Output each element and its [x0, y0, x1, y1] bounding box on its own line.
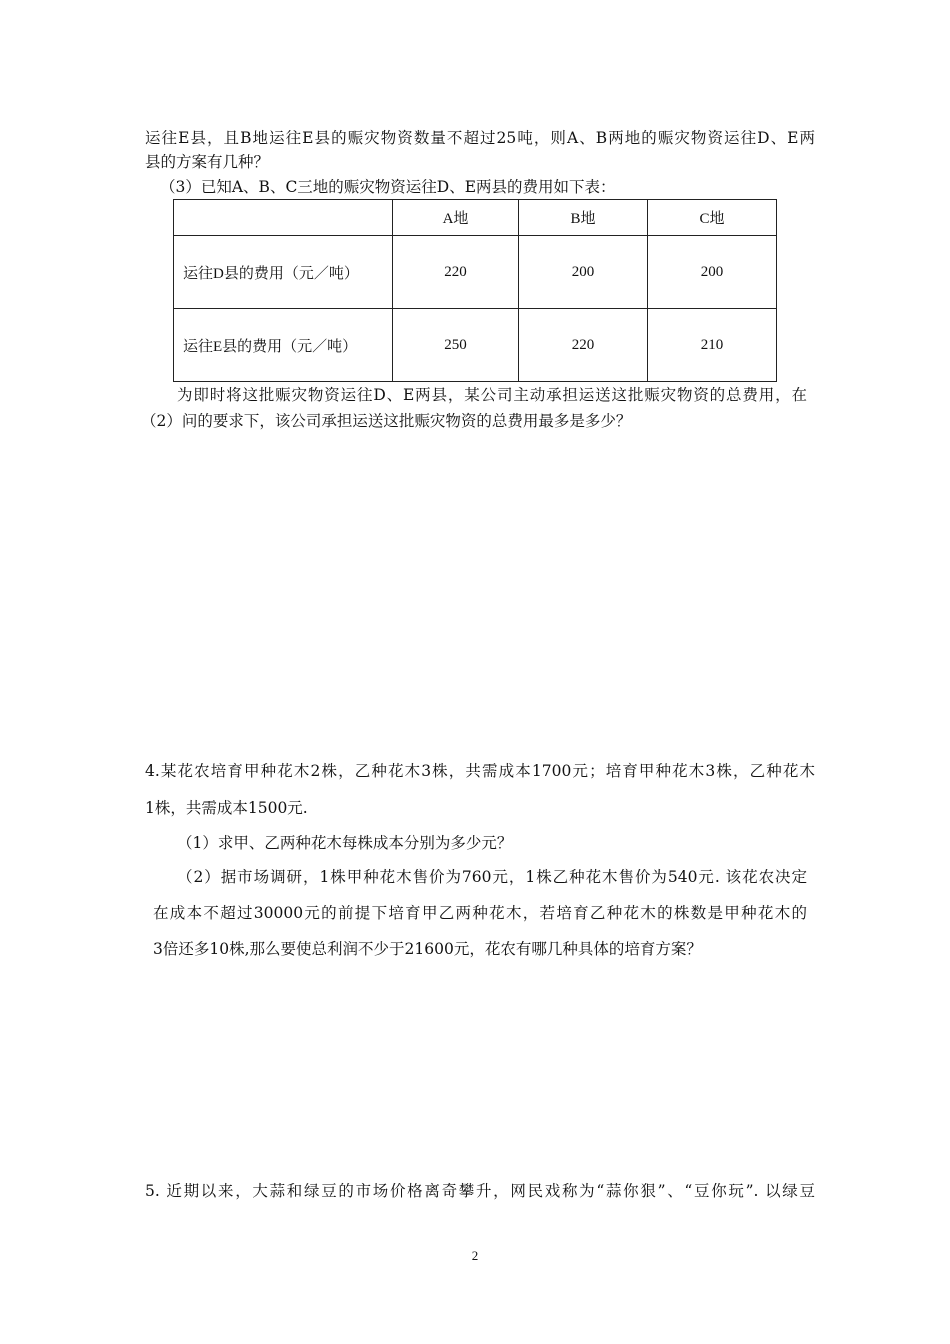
table-cell: 200 — [648, 236, 777, 309]
table-row — [174, 309, 777, 382]
q5-line-1: 5. 近期以来，大蒜和绿豆的市场价格离奇攀升，网民戏称为“蒜你狠”、“豆你玩”. 以绿豆 — [145, 1182, 815, 1200]
table-header-cell — [174, 200, 393, 236]
q3-text-line-2: 县的方案有几种？ — [145, 153, 270, 171]
table-header-row — [174, 200, 777, 236]
q4-line-2: 1株，共需成本1500元. — [145, 799, 308, 817]
cost-table — [173, 199, 777, 382]
q4-line-1: 4.某花农培育甲种花木2株，乙种花木3株，共需成本1700元；培育甲种花木3株，乙种花木 — [145, 762, 815, 780]
table-cell: 200 — [519, 236, 648, 309]
table-header-cell: A地 — [393, 200, 519, 236]
table-row — [174, 236, 777, 309]
table-cell: 210 — [648, 309, 777, 382]
q4-part2-line-1: （2）据市场调研，1株甲种花木售价为760元，1株乙种花木售价为540元. 该花农决定 — [177, 868, 807, 886]
table-row-label: 运往E县的费用（元／吨） — [174, 309, 393, 382]
table-header-cell: B地 — [519, 200, 648, 236]
q3-after-line-2: （2）问的要求下，该公司承担运送这批赈灾物资的总费用最多是多少？ — [141, 412, 632, 430]
page-number: 2 — [471, 1248, 479, 1263]
q3-part3-intro: （3）已知A、B、C三地的赈灾物资运往D、E两县的费用如下表： — [160, 178, 616, 196]
table-header-cell: C地 — [648, 200, 777, 236]
table-row-label: 运往D县的费用（元／吨） — [174, 236, 393, 309]
q3-text-line-1: 运往E县，且B地运往E县的赈灾物资数量不超过25吨，则A、B两地的赈灾物资运往D、E两 — [145, 129, 815, 147]
q4-part2-line-3: 3倍还多10株,那么要使总利润不少于21600元，花农有哪几种具体的培育方案？ — [153, 940, 702, 958]
table-cell: 220 — [519, 309, 648, 382]
table-cell: 250 — [393, 309, 519, 382]
q3-after-line-1: 为即时将这批赈灾物资运往D、E两县，某公司主动承担运送这批赈灾物资的总费用，在 — [177, 386, 807, 404]
q4-part2-line-2: 在成本不超过30000元的前提下培育甲乙两种花木，若培育乙种花木的株数是甲种花木的 — [153, 904, 807, 922]
table-cell: 220 — [393, 236, 519, 309]
q4-part1: （1）求甲、乙两种花木每株成本分别为多少元？ — [177, 834, 513, 852]
